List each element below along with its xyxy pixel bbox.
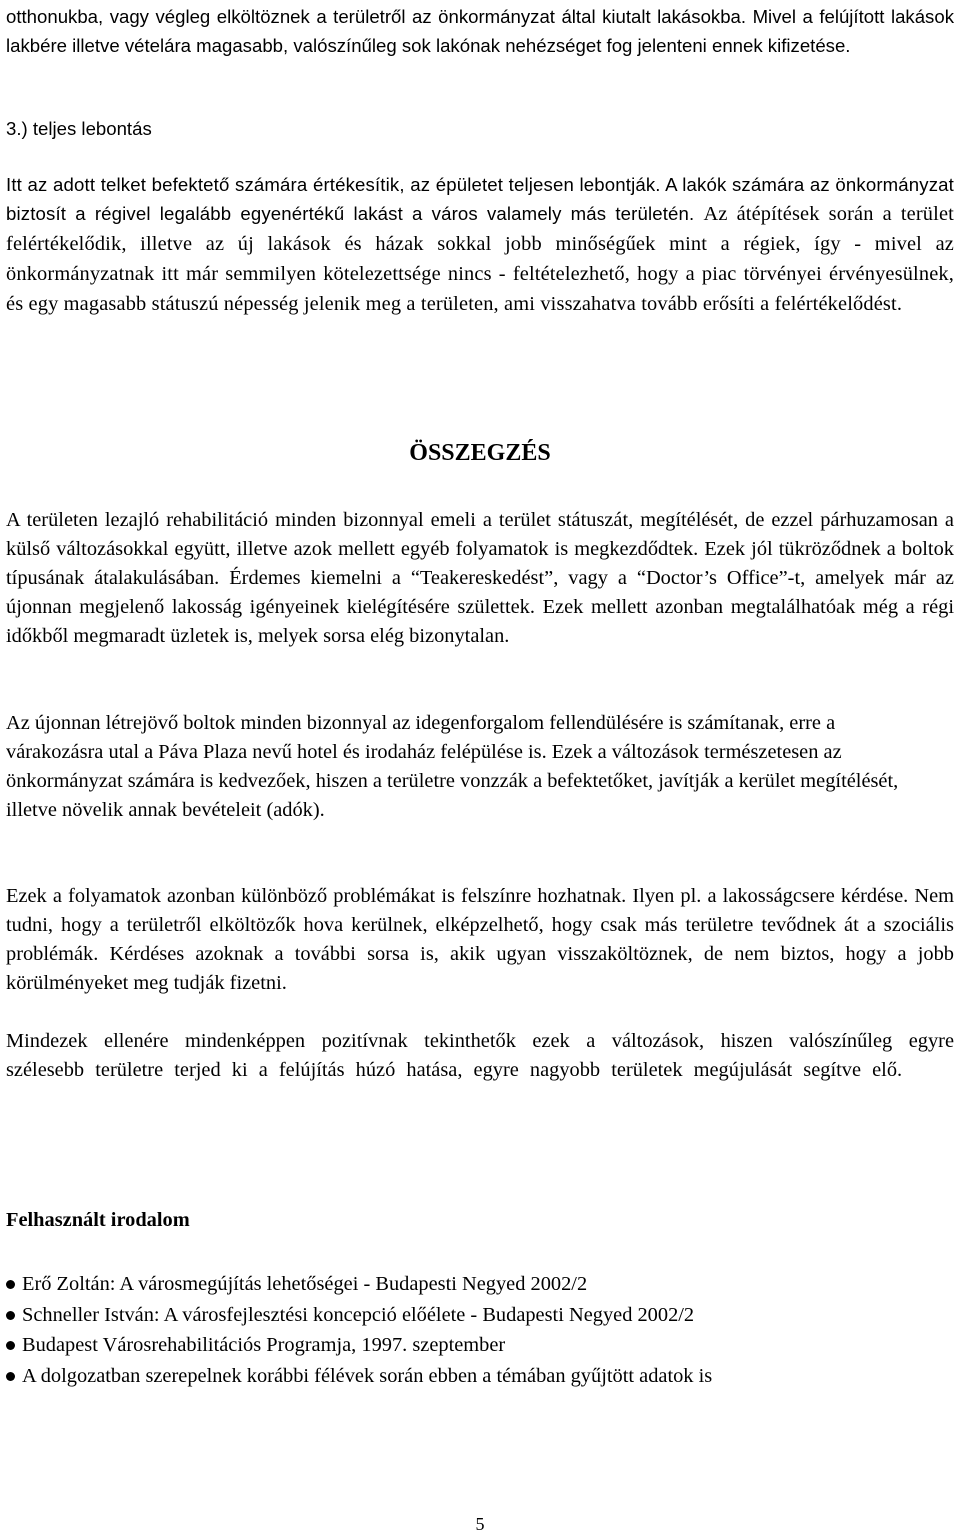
summary-paragraph-3: Ezek a folyamatok azonban különböző problémákat is felszínre hozhatnak. Ilyen pl. a lakosságcsere kérdése. Nem tudni, hogy a területről elköltözők hova kerülnek, elképzelhető, hogy csak más területre tevődnek át a szociális problémák. Kérdéses azoknak a további sorsa is, akik ugyan visszaköltöznek, de nem biztos, hogy a jobb körülményeket meg tudják fizetni. xyxy=(6,885,954,994)
reference-item xyxy=(6,1300,954,1331)
bullet-icon xyxy=(6,1311,15,1320)
bullet-icon xyxy=(6,1280,15,1289)
bullet-icon xyxy=(6,1341,15,1350)
reference-item xyxy=(6,1361,954,1392)
summary-paragraph-2: Az újonnan létrejövő boltok minden bizonnyal az idegenforgalom fellendülésére is számítanak, erre a várakozásra utal a Páva Plaza nevű hotel és irodaház felépülése is. Ezek a változások természetesen az önkormányzat számára is kedvezőek, hiszen a területre vonzzák a befektetőket, javítják a kerület megítélését, illetve növelik annak bevételeit (adók). xyxy=(6,712,899,821)
paragraph-lebontas-b: Az átépítések során a terület felértékelődik, illetve az új lakások és házak sokkal jobb minőségűek mint a régiek, így - mivel az önkormányzatnak itt már semmilyen kötelezettsége nincs - feltételezhető, hogy a piac törvényei érvényesülnek, és egy magasabb státuszú népesség jelenik meg a területen, ami visszahatva tovább erősíti a felértékelődést. xyxy=(6,203,954,315)
reference-item xyxy=(6,1269,954,1300)
paragraph-lebontas xyxy=(6,170,954,319)
reference-text: Budapest Városrehabilitációs Programja, 1997. szeptember xyxy=(22,1334,506,1356)
bullet-icon xyxy=(6,1372,15,1381)
intro-paragraph: otthonukba, vagy végleg elköltöznek a területről az önkormányzat által kiutalt lakásokba. Mivel a felújított lakások lakbére illetve vételára magasabb, valószínűleg sok lakónak nehézséget fog jelenteni ennek kifizetése. xyxy=(6,6,954,56)
reference-text: Erő Zoltán: A városmegújítás lehetőségei - Budapesti Negyed 2002/2 xyxy=(22,1273,588,1295)
page-number: 5 xyxy=(475,1514,485,1534)
reference-text: A dolgozatban szerepelnek korábbi félévek során ebben a témában gyűjtött adatok is xyxy=(22,1364,713,1387)
reference-item xyxy=(6,1330,954,1361)
summary-paragraph-1: A területen lezajló rehabilitáció minden bizonnyal emeli a terület státuszát, megítélését, de ezzel párhuzamosan a külső változásokkal együtt, illetve azok mellett egyéb folyamatok is megkezdődtek. Ezek jól tükröződnek a boltok típusának átalakulásában. Érdemes kiemelni a “Teakereskedést”, vagy a “Doctor’s Office”-t, amelyek már az újonnan megjelenő lakosság igényeinek kielégítésére születtek. Ezek mellett azonban megtalálhatóak még a régi időkből megmaradt üzletek is, melyek sorsa elég bizonytalan. xyxy=(6,509,954,647)
paragraph-lebontas-a: Itt az adott telket befektető számára értékesítik, az épületet teljesen lebontják. A lakók számára az önkormányzat biztosít a régivel legalább egyenértékű lakást a város valamely más területén. xyxy=(6,174,954,224)
references-list xyxy=(6,1269,954,1391)
references-title: Felhasznált irodalom xyxy=(6,1209,190,1231)
subheading-teljes-lebontas: 3.) teljes lebontás xyxy=(6,118,152,139)
summary-heading: ÖSSZEGZÉS xyxy=(409,440,551,466)
summary-paragraph-4: Mindezek ellenére mindenképpen pozitívnak tekinthetők ezek a változások, hiszen valószínűleg egyre szélesebb területre terjed ki a felújítás húzó hatása, egyre nagyobb területek megújulását segítve elő. xyxy=(6,1030,954,1081)
reference-text: Schneller István: A városfejlesztési koncepció előélete - Budapesti Negyed 2002/2 xyxy=(22,1303,695,1326)
